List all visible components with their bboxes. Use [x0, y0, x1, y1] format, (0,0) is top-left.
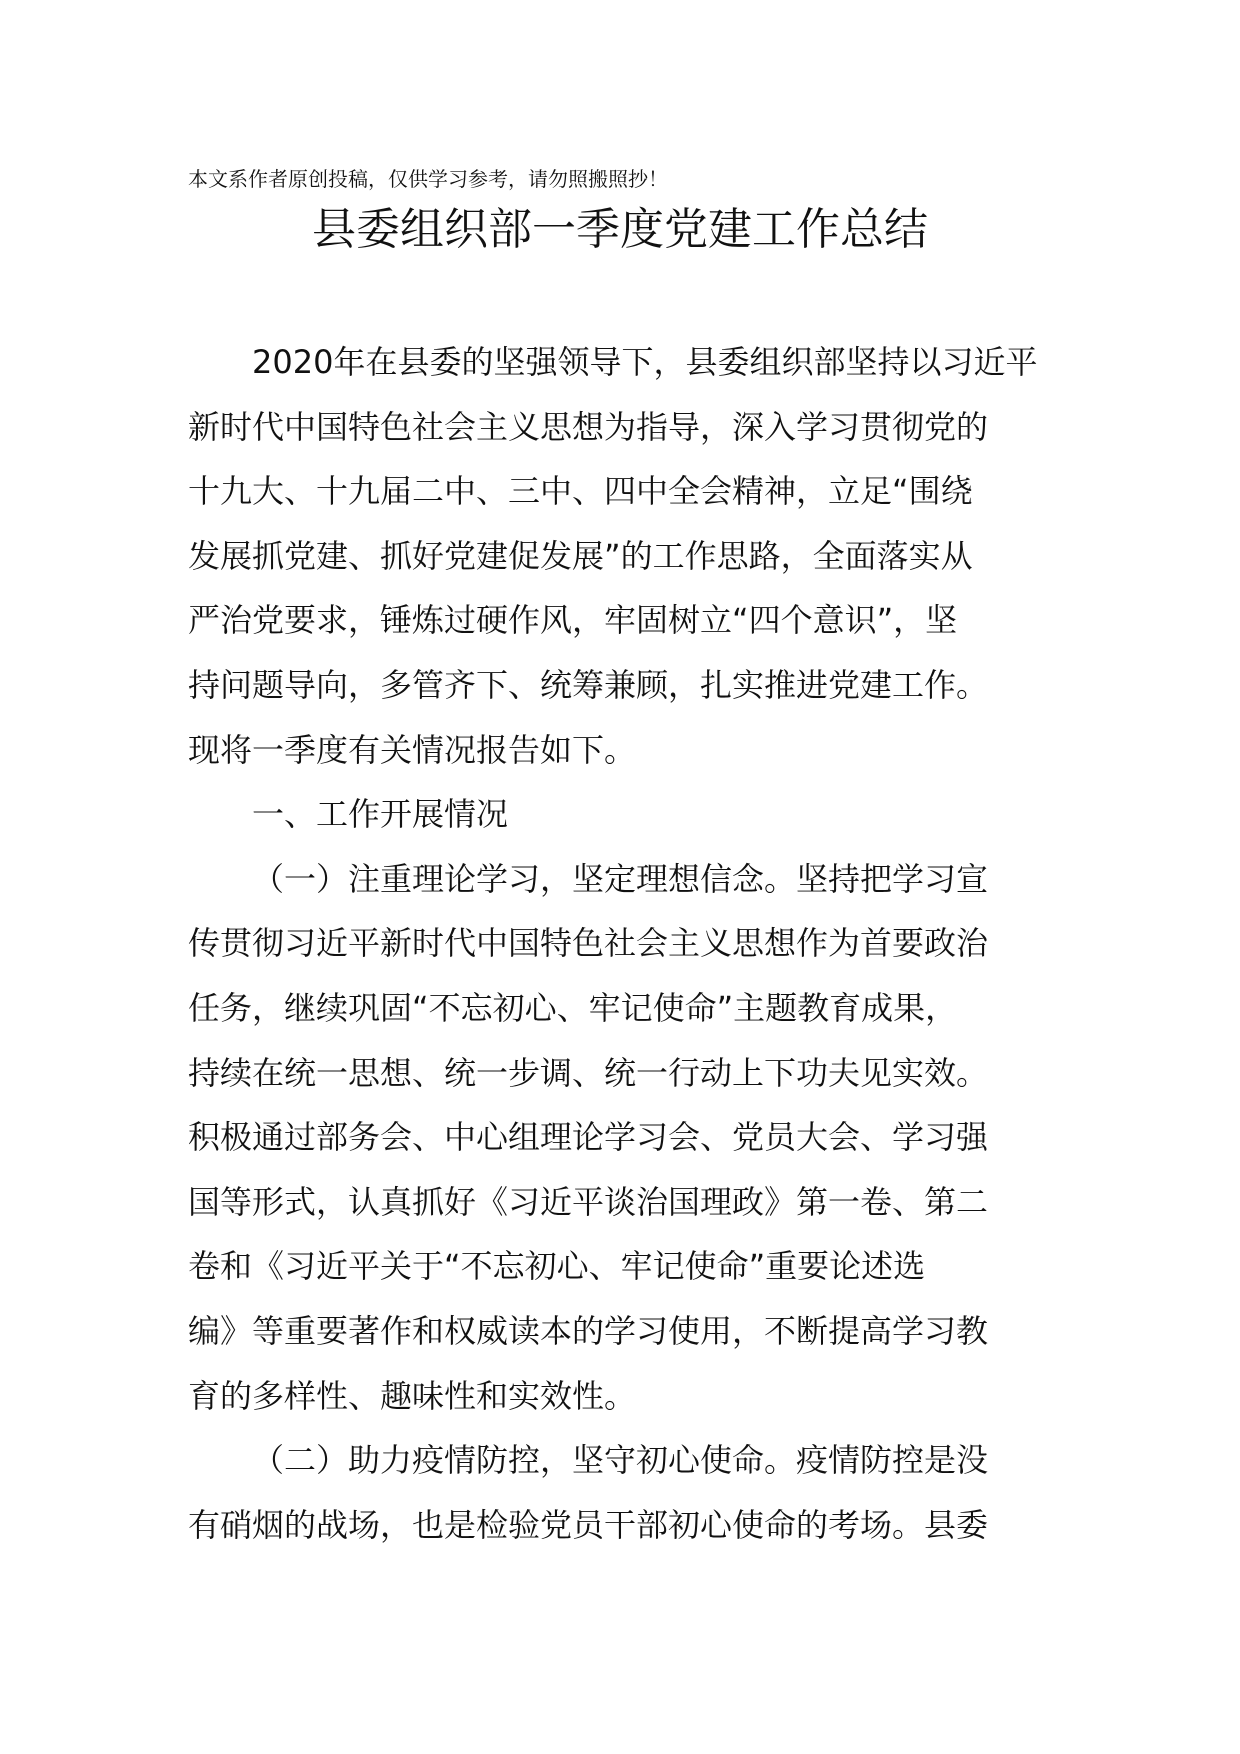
paragraph-line: 编》等重要著作和权威读本的学习使用，不断提高学习教 — [188, 1311, 989, 1350]
paragraph-line: 任务，继续巩固“不忘初心、牢记使命”主题教育成果， — [188, 988, 958, 1027]
subsection-paragraph-1 — [188, 847, 1052, 1428]
subsection-paragraph-2 — [188, 1428, 1052, 1557]
paragraph-line: （二）助力疫情防控，坚守初心使命。疫情防控是没 — [252, 1441, 989, 1480]
paragraph-line: 十九大、十九届二中、三中、四中全会精神，立足“围绕 — [188, 472, 973, 511]
copyright-notice: 本文系作者原创投稿，仅供学习参考，请勿照搬照抄！ — [188, 167, 668, 191]
section-heading-1 — [188, 782, 1052, 847]
paragraph-line: 传贯彻习近平新时代中国特色社会主义思想作为首要政治 — [188, 924, 989, 963]
paragraph-line: 育的多样性、趣味性和实效性。 — [188, 1376, 637, 1415]
paragraph-line: 现将一季度有关情况报告如下。 — [188, 730, 637, 769]
heading-text: 一、工作开展情况 — [252, 795, 509, 834]
paragraph-line: 有硝烟的战场，也是检验党员干部初心使命的考场。县委 — [188, 1505, 989, 1544]
paragraph-line: （一）注重理论学习，坚定理想信念。坚持把学习宣 — [252, 859, 989, 898]
document-body — [188, 330, 1052, 1557]
paragraph-line: 2020年在县委的坚强领导下，县委组织部坚持以习近平 — [252, 343, 1038, 381]
paragraph-line: 卷和《习近平关于“不忘初心、牢记使命”重要论述选 — [188, 1247, 926, 1286]
paragraph-line: 严治党要求，锤炼过硬作风，牢固树立“四个意识”，坚 — [188, 601, 958, 640]
paragraph-line: 持续在统一思想、统一步调、统一行动上下功夫见实效。 — [188, 1053, 989, 1092]
paragraph-line: 发展抓党建、抓好党建促发展”的工作思路，全面落实从 — [188, 536, 973, 575]
paragraph-line: 积极通过部务会、中心组理论学习会、党员大会、学习强 — [188, 1118, 989, 1157]
paragraph-line: 新时代中国特色社会主义思想为指导，深入学习贯彻党的 — [188, 407, 989, 446]
paragraph-line: 持问题导向，多管齐下、统筹兼顾，扎实推进党建工作。 — [188, 665, 989, 704]
intro-paragraph — [188, 330, 1052, 782]
page-title: 县委组织部一季度党建工作总结 — [312, 204, 928, 255]
paragraph-line: 国等形式，认真抓好《习近平谈治国理政》第一卷、第二 — [188, 1182, 989, 1221]
